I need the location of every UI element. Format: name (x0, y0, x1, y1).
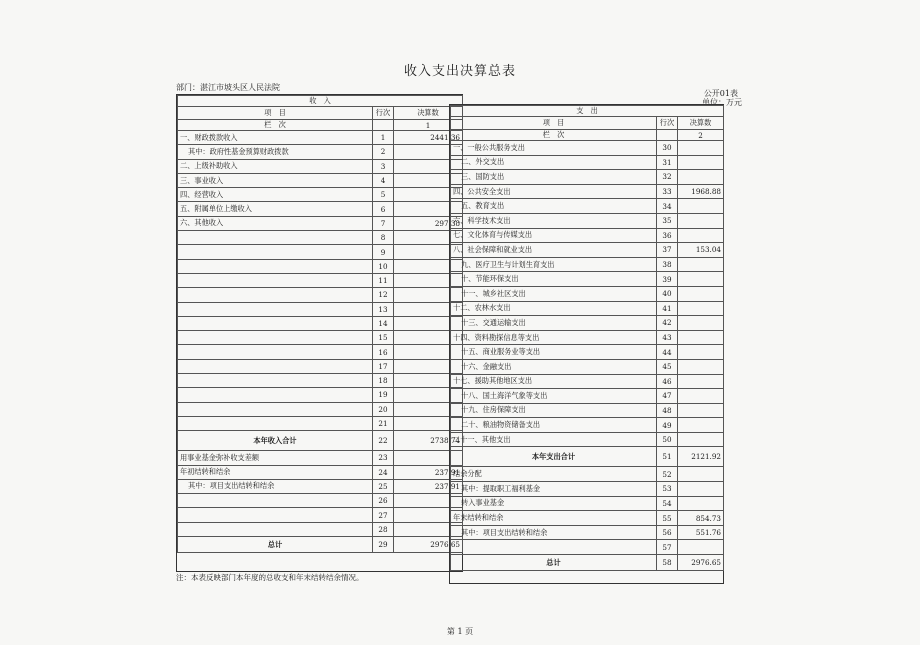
row-amount (678, 403, 724, 418)
row-number: 15 (373, 331, 394, 345)
page-number: 第 1 页 (446, 627, 474, 636)
row-number: 28 (373, 522, 394, 536)
table-row (451, 213, 724, 228)
column-index-number: 2 (678, 130, 724, 141)
row-label: 六、科学技术支出 (451, 213, 657, 228)
section-header-row (178, 96, 463, 107)
row-label (178, 302, 373, 316)
row-number: 27 (373, 508, 394, 522)
row-label (178, 522, 373, 536)
column-index-blank (657, 130, 678, 141)
row-number: 29 (373, 537, 394, 553)
row-amount: 153.04 (678, 243, 724, 258)
row-number: 50 (657, 432, 678, 447)
department-label: 部门：湛江市坡头区人民法院 (176, 83, 280, 92)
footnote: 注：本表反映部门本年度的总收支和年末结转结余情况。 (176, 573, 364, 582)
table-row (451, 141, 724, 156)
table-row (451, 316, 724, 331)
table-row (451, 511, 724, 526)
row-amount (678, 213, 724, 228)
row-number: 58 (657, 555, 678, 571)
row-number: 56 (657, 525, 678, 540)
row-number: 52 (657, 467, 678, 482)
unit-label: 单位：万元 (702, 98, 742, 107)
row-label: 十二、农林水支出 (451, 301, 657, 316)
row-number: 23 (373, 451, 394, 465)
table-row (178, 216, 463, 230)
table-row (451, 467, 724, 482)
table-row (178, 508, 463, 522)
row-number: 37 (657, 243, 678, 258)
table-row (451, 447, 724, 467)
header-row-no: 行次 (657, 117, 678, 130)
row-amount (678, 228, 724, 243)
row-number: 53 (657, 482, 678, 497)
row-label (178, 374, 373, 388)
row-amount (678, 316, 724, 331)
row-number: 40 (657, 286, 678, 301)
table-row (451, 496, 724, 511)
table-row (178, 202, 463, 216)
row-number: 13 (373, 302, 394, 316)
row-amount (678, 330, 724, 345)
row-label (178, 494, 373, 508)
row-label (178, 331, 373, 345)
row-label (178, 508, 373, 522)
row-label (178, 273, 373, 287)
row-amount (678, 199, 724, 214)
table-row (451, 482, 724, 497)
row-amount: 2121.92 (678, 447, 724, 467)
row-number: 8 (373, 231, 394, 245)
table-row (178, 431, 463, 451)
header-amount: 决算数 (678, 117, 724, 130)
column-header-row (178, 107, 463, 120)
row-number: 54 (657, 496, 678, 511)
table-row (178, 302, 463, 316)
row-number: 7 (373, 216, 394, 230)
row-label (178, 388, 373, 402)
row-number: 55 (657, 511, 678, 526)
row-amount (678, 286, 724, 301)
row-amount (678, 272, 724, 287)
row-label: 五、教育支出 (451, 199, 657, 214)
row-label (178, 259, 373, 273)
row-number: 5 (373, 188, 394, 202)
row-amount: 237.91 (394, 479, 463, 493)
table-row (178, 159, 463, 173)
row-number: 35 (657, 213, 678, 228)
row-number: 10 (373, 259, 394, 273)
row-amount (678, 374, 724, 389)
row-number: 39 (657, 272, 678, 287)
row-label: 二十、粮油物资储备支出 (451, 418, 657, 433)
table-row (451, 359, 724, 374)
table-row (451, 418, 724, 433)
row-label: 二十一、其他支出 (451, 432, 657, 447)
row-label: 总计 (178, 537, 373, 553)
row-amount: 1968.88 (678, 184, 724, 199)
table-row (451, 243, 724, 258)
row-number: 51 (657, 447, 678, 467)
table-row (451, 403, 724, 418)
row-amount (678, 359, 724, 374)
row-number: 25 (373, 479, 394, 493)
row-label: 三、事业收入 (178, 173, 373, 187)
row-label: 十六、金融支出 (451, 359, 657, 374)
row-label: 二、外交支出 (451, 155, 657, 170)
row-label: 结余分配 (451, 467, 657, 482)
header-item: 项 目 (451, 117, 657, 130)
table-row (178, 537, 463, 553)
row-amount: 551.76 (678, 525, 724, 540)
row-number: 57 (657, 540, 678, 555)
table-row (178, 245, 463, 259)
row-label: 十三、交通运输支出 (451, 316, 657, 331)
column-index-row (451, 130, 724, 141)
table-row (451, 228, 724, 243)
table-row (178, 494, 463, 508)
table-row (178, 451, 463, 465)
row-label: 转入事业基金 (451, 496, 657, 511)
row-amount (678, 345, 724, 360)
table-row (178, 331, 463, 345)
row-number: 22 (373, 431, 394, 451)
row-number: 33 (657, 184, 678, 199)
row-label (178, 359, 373, 373)
row-number: 26 (373, 494, 394, 508)
row-label (178, 245, 373, 259)
section-header: 收 入 (178, 96, 463, 107)
row-label (178, 416, 373, 430)
row-amount: 2441.36 (394, 131, 463, 145)
row-number: 2 (373, 145, 394, 159)
row-label: 三、国防支出 (451, 170, 657, 185)
row-label (178, 316, 373, 330)
row-number: 11 (373, 273, 394, 287)
table-row (178, 231, 463, 245)
table-row (178, 522, 463, 536)
row-label: 其中：项目支出结转和结余 (451, 525, 657, 540)
table-row (178, 402, 463, 416)
row-amount (678, 418, 724, 433)
row-label: 十一、城乡社区支出 (451, 286, 657, 301)
table-row (178, 259, 463, 273)
row-label: 其中：项目支出结转和结余 (178, 479, 373, 493)
row-amount: 2976.65 (678, 555, 724, 571)
table-row (451, 540, 724, 555)
row-number: 9 (373, 245, 394, 259)
row-number: 19 (373, 388, 394, 402)
row-label: 十、节能环保支出 (451, 272, 657, 287)
table-row (451, 184, 724, 199)
row-number: 1 (373, 131, 394, 145)
section-header-row (451, 106, 724, 117)
column-index-label: 栏 次 (178, 120, 373, 131)
row-label (451, 540, 657, 555)
row-amount (678, 482, 724, 497)
table-row (451, 345, 724, 360)
row-amount: 2738.74 (394, 431, 463, 451)
row-number: 16 (373, 345, 394, 359)
row-number: 3 (373, 159, 394, 173)
row-number: 38 (657, 257, 678, 272)
table-row (178, 288, 463, 302)
table-row (451, 374, 724, 389)
table-row (178, 316, 463, 330)
row-number: 34 (657, 199, 678, 214)
row-label: 年初结转和结余 (178, 465, 373, 479)
table-row (451, 389, 724, 404)
row-label (178, 402, 373, 416)
row-label: 七、文化体育与传媒支出 (451, 228, 657, 243)
row-amount (678, 170, 724, 185)
row-number: 32 (657, 170, 678, 185)
table-row (451, 555, 724, 571)
row-amount: 854.73 (678, 511, 724, 526)
row-amount (678, 141, 724, 156)
row-number: 44 (657, 345, 678, 360)
column-index-label: 栏 次 (451, 130, 657, 141)
row-label: 十八、国土海洋气象等支出 (451, 389, 657, 404)
row-number: 48 (657, 403, 678, 418)
row-number: 21 (373, 416, 394, 430)
table-row (451, 525, 724, 540)
row-number: 46 (657, 374, 678, 389)
table-row (451, 286, 724, 301)
page-title: 收入支出决算总表 (403, 64, 516, 79)
table-row (451, 330, 724, 345)
header-amount: 决算数 (394, 107, 463, 120)
row-label: 六、其他收入 (178, 216, 373, 230)
row-label: 本年收入合计 (178, 431, 373, 451)
row-number: 6 (373, 202, 394, 216)
row-number: 18 (373, 374, 394, 388)
section-header: 支 出 (451, 106, 724, 117)
row-amount: 237.91 (394, 465, 463, 479)
row-number: 31 (657, 155, 678, 170)
header-item: 项 目 (178, 107, 373, 120)
column-header-row (451, 117, 724, 130)
row-label: 其中：政府性基金预算财政拨款 (178, 145, 373, 159)
row-amount: 2976.65 (394, 537, 463, 553)
table-row (178, 173, 463, 187)
table-row (451, 170, 724, 185)
row-label: 年末结转和结余 (451, 511, 657, 526)
table-row (178, 416, 463, 430)
table-row (178, 465, 463, 479)
row-number: 24 (373, 465, 394, 479)
table-row (451, 155, 724, 170)
table-row (178, 188, 463, 202)
table-row (451, 272, 724, 287)
table-row (451, 301, 724, 316)
row-label: 其中：提取职工福利基金 (451, 482, 657, 497)
table-row (178, 388, 463, 402)
table-row (451, 257, 724, 272)
header-row-no: 行次 (373, 107, 394, 120)
row-number: 47 (657, 389, 678, 404)
row-number: 41 (657, 301, 678, 316)
row-label: 二、上级补助收入 (178, 159, 373, 173)
table-row (178, 479, 463, 493)
row-label: 十四、资料勘探信息等支出 (451, 330, 657, 345)
row-number: 12 (373, 288, 394, 302)
row-amount (678, 467, 724, 482)
row-number: 42 (657, 316, 678, 331)
expenditure-table (449, 104, 724, 584)
row-number: 14 (373, 316, 394, 330)
row-amount (678, 155, 724, 170)
row-number: 49 (657, 418, 678, 433)
row-label: 九、医疗卫生与计划生育支出 (451, 257, 657, 272)
table-row (178, 273, 463, 287)
row-amount (678, 389, 724, 404)
row-number: 36 (657, 228, 678, 243)
row-number: 20 (373, 402, 394, 416)
row-label: 十九、住房保障支出 (451, 403, 657, 418)
row-label: 总计 (451, 555, 657, 571)
column-index-blank (373, 120, 394, 131)
table-row (178, 359, 463, 373)
table-row (178, 131, 463, 145)
column-index-number: 1 (394, 120, 463, 131)
row-label (178, 231, 373, 245)
income-table (176, 94, 463, 572)
row-number: 43 (657, 330, 678, 345)
table-row (178, 145, 463, 159)
table-row (451, 432, 724, 447)
row-label: 本年支出合计 (451, 447, 657, 467)
row-label: 十七、援助其他地区支出 (451, 374, 657, 389)
row-number: 30 (657, 141, 678, 156)
row-number: 4 (373, 173, 394, 187)
form-number: 公开01表 (703, 89, 738, 98)
row-amount (678, 540, 724, 555)
row-label: 五、附属单位上缴收入 (178, 202, 373, 216)
table-row (451, 199, 724, 214)
table-row (178, 345, 463, 359)
row-label: 一、一般公共服务支出 (451, 141, 657, 156)
row-label: 四、公共安全支出 (451, 184, 657, 199)
row-number: 45 (657, 359, 678, 374)
table-row (178, 374, 463, 388)
row-number: 17 (373, 359, 394, 373)
row-label: 八、社会保障和就业支出 (451, 243, 657, 258)
column-index-row (178, 120, 463, 131)
row-label (178, 345, 373, 359)
row-label: 一、财政拨款收入 (178, 131, 373, 145)
row-amount (678, 257, 724, 272)
row-amount: 297.38 (394, 216, 463, 230)
row-label: 四、经营收入 (178, 188, 373, 202)
row-label (178, 288, 373, 302)
row-label: 用事业基金弥补收支差额 (178, 451, 373, 465)
row-amount (678, 301, 724, 316)
row-amount (678, 496, 724, 511)
row-label: 十五、商业服务业等支出 (451, 345, 657, 360)
row-amount (678, 432, 724, 447)
